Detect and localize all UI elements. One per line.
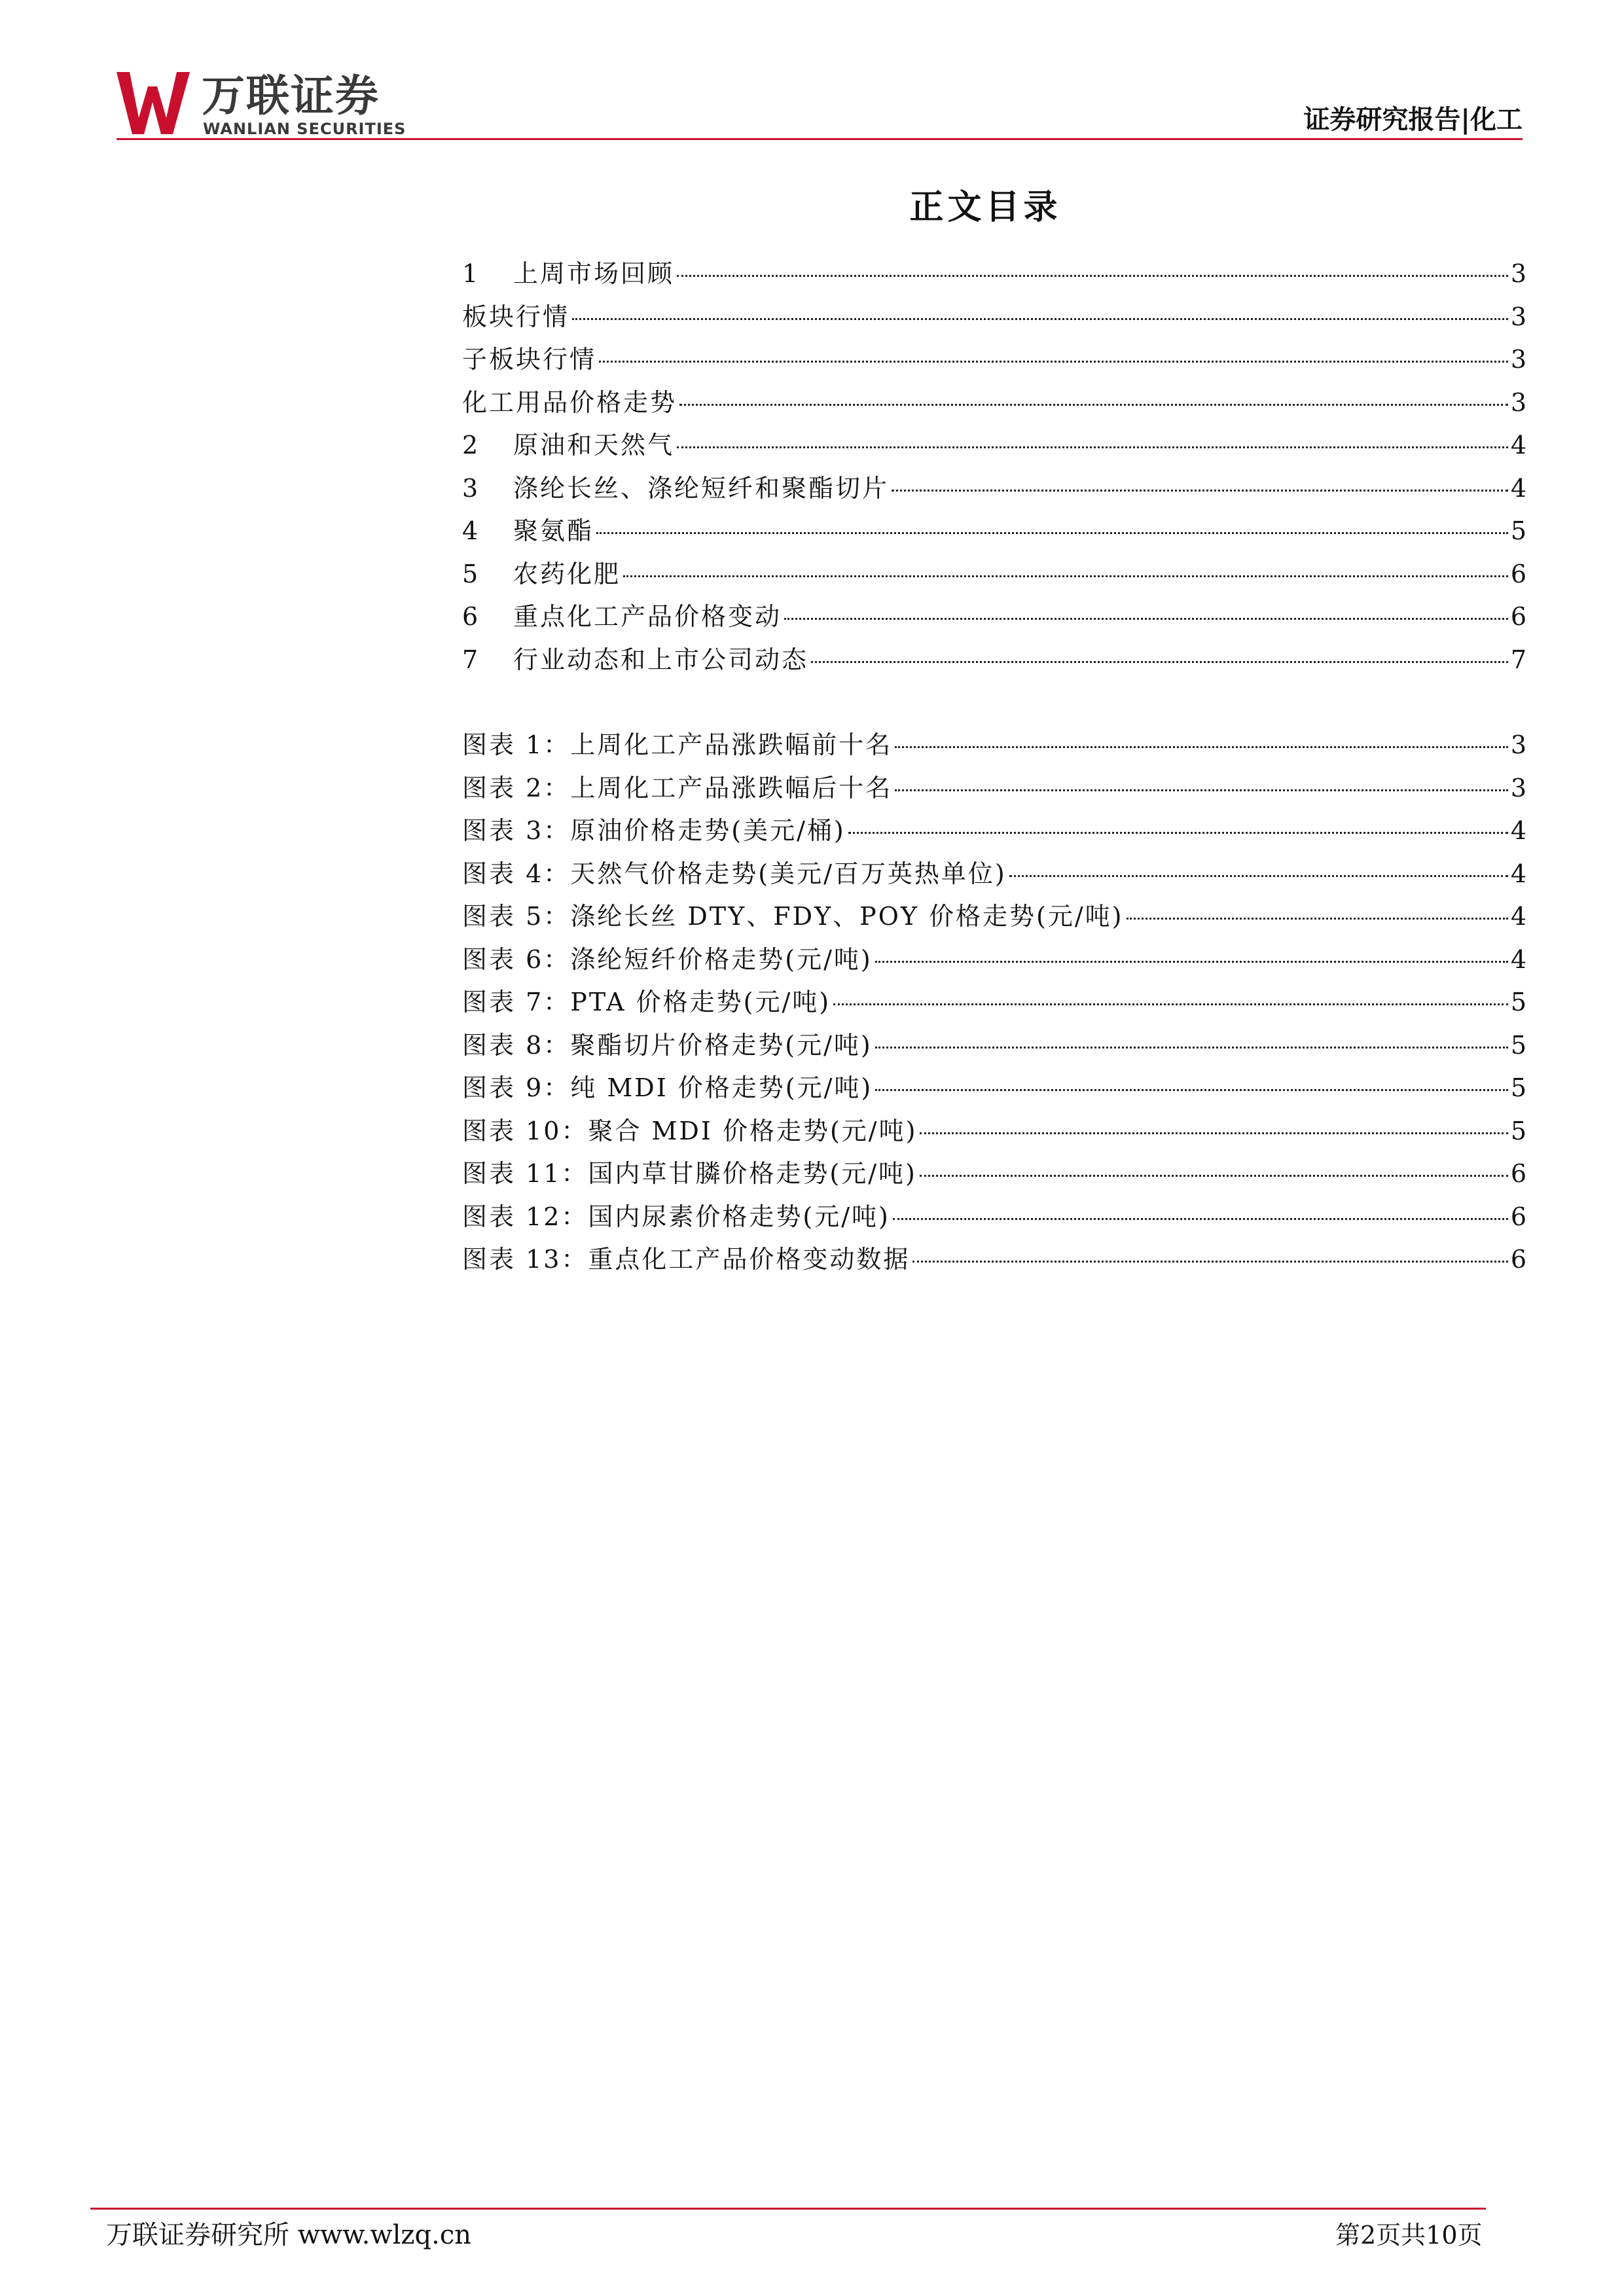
dot-leader: [599, 361, 1508, 363]
toc-entry-page: 4: [1510, 902, 1526, 931]
toc-entry-label: 重点化工产品价格变动: [513, 602, 782, 631]
toc-figure-entry[interactable]: [462, 810, 1526, 853]
toc-entry-page: 6: [1510, 1202, 1526, 1231]
toc-entry-label: 图表 4：天然气价格走势(美元/百万英热单位): [462, 859, 1007, 888]
dot-leader: [811, 661, 1508, 663]
dot-leader: [848, 832, 1508, 834]
toc-entry-page: 7: [1510, 645, 1526, 674]
toc-entry-page: 3: [1510, 302, 1526, 331]
logo-english-name: WANLIAN SECURITIES: [203, 120, 406, 138]
dot-leader: [833, 1003, 1508, 1005]
toc-entry-label: 图表 13：重点化工产品价格变动数据: [462, 1245, 911, 1274]
toc-figure-entry[interactable]: [462, 853, 1526, 896]
toc-entry-number: 7: [462, 645, 478, 674]
toc-figure-entry[interactable]: [462, 1024, 1526, 1067]
toc-figure-entry[interactable]: [462, 939, 1526, 982]
toc-entry-page: 5: [1510, 1030, 1526, 1060]
toc-section-entry[interactable]: [462, 382, 1526, 425]
dot-leader: [893, 1218, 1508, 1220]
toc-entry-page: 4: [1510, 431, 1526, 459]
toc-section-entry[interactable]: [462, 639, 1526, 682]
toc-figure-entry[interactable]: [462, 1067, 1526, 1110]
toc-entry-page: 4: [1510, 859, 1526, 888]
toc-figure-entry[interactable]: [462, 1153, 1526, 1196]
toc-entry-number: 2: [462, 431, 478, 459]
toc-entry-label: 图表 12：国内尿素价格走势(元/吨): [462, 1202, 890, 1231]
toc-entry-page: 4: [1510, 816, 1526, 845]
toc-entry-page: 3: [1510, 345, 1526, 374]
toc-entry-number: 6: [462, 602, 478, 631]
toc-entry-label: 行业动态和上市公司动态: [513, 645, 809, 674]
footer-source: 万联证券研究所 www.wlzq.cn: [106, 2220, 471, 2250]
toc-title: 正文目录: [909, 187, 1062, 227]
figure-list: [462, 724, 1526, 1282]
section-list: [462, 253, 1526, 681]
toc-entry-label: 图表 8：聚酯切片价格走势(元/吨): [462, 1030, 873, 1060]
toc-figure-entry[interactable]: [462, 767, 1526, 810]
footer-divider: [90, 2208, 1486, 2210]
dot-leader: [875, 1047, 1508, 1049]
toc-entry-label: 图表 5：涤纶长丝 DTY、FDY、POY 价格走势(元/吨): [462, 902, 1124, 931]
toc-entry-label: 聚氨酯: [513, 516, 594, 545]
dot-leader: [912, 1261, 1507, 1263]
toc-entry-label: 图表 10：聚合 MDI 价格走势(元/吨): [462, 1116, 918, 1145]
logo-chinese-name: 万联证券: [202, 71, 380, 121]
dot-leader: [623, 575, 1508, 577]
toc-entry-page: 3: [1510, 730, 1526, 759]
toc-entry-label: 图表 1：上周化工产品涨跌幅前十名: [462, 730, 893, 759]
dot-leader: [784, 618, 1508, 620]
toc-entry-page: 5: [1510, 516, 1526, 545]
dot-leader: [920, 1132, 1507, 1134]
dot-leader: [895, 789, 1508, 791]
toc-figure-entry[interactable]: [462, 724, 1526, 767]
page-number: 第2页共10页: [1335, 2221, 1483, 2250]
toc-section-entry[interactable]: [462, 296, 1526, 339]
toc-entry-label: 板块行情: [462, 302, 570, 331]
toc-entry-label: 子板块行情: [462, 345, 597, 374]
toc-entry-label: 图表 6：涤纶短纤价格走势(元/吨): [462, 944, 873, 974]
table-of-contents: [462, 253, 1526, 1282]
toc-section-entry[interactable]: [462, 467, 1526, 511]
toc-section-entry[interactable]: [462, 510, 1526, 553]
toc-entry-label: 图表 9：纯 MDI 价格走势(元/吨): [462, 1073, 873, 1102]
toc-entry-number: 4: [462, 516, 478, 545]
toc-entry-page: 3: [1510, 259, 1526, 288]
company-logo: [117, 72, 431, 141]
toc-entry-page: 6: [1510, 602, 1526, 631]
toc-figure-entry[interactable]: [462, 895, 1526, 939]
toc-entry-label: 化工用品价格走势: [462, 387, 677, 417]
toc-entry-label: 图表 2：上周化工产品涨跌幅后十名: [462, 773, 893, 802]
toc-entry-label: 图表 3：原油价格走势(美元/桶): [462, 816, 846, 845]
toc-entry-page: 6: [1510, 559, 1526, 588]
toc-figure-entry[interactable]: [462, 981, 1526, 1024]
toc-figure-entry[interactable]: [462, 1196, 1526, 1239]
dot-leader: [677, 446, 1508, 448]
toc-entry-page: 5: [1510, 988, 1526, 1016]
toc-entry-page: 4: [1510, 473, 1526, 503]
toc-entry-page: 4: [1510, 944, 1526, 974]
dot-leader: [892, 490, 1508, 492]
toc-section-entry[interactable]: [462, 424, 1526, 467]
toc-entry-page: 3: [1510, 387, 1526, 417]
dot-leader: [895, 746, 1508, 748]
dot-leader: [1127, 918, 1508, 920]
dot-leader: [875, 961, 1508, 963]
toc-entry-page: 3: [1510, 773, 1526, 802]
toc-section-entry[interactable]: [462, 253, 1526, 296]
header-divider: [117, 138, 1523, 140]
toc-entry-label: 农药化肥: [513, 559, 621, 588]
toc-entry-number: 5: [462, 559, 478, 588]
dot-leader: [679, 404, 1508, 406]
toc-figure-entry[interactable]: [462, 1110, 1526, 1153]
dot-leader: [572, 318, 1508, 320]
dot-leader: [596, 532, 1508, 534]
toc-section-entry[interactable]: [462, 338, 1526, 382]
toc-entry-label: 图表 11：国内草甘膦价格走势(元/吨): [462, 1159, 917, 1188]
dot-leader: [677, 275, 1508, 277]
toc-entry-number: 3: [462, 473, 478, 503]
toc-section-entry[interactable]: [462, 553, 1526, 596]
report-category: 证券研究报告|化工: [1303, 104, 1523, 135]
toc-entry-page: 6: [1510, 1159, 1526, 1188]
dot-leader: [875, 1089, 1508, 1091]
dot-leader: [920, 1175, 1508, 1177]
toc-entry-label: 上周市场回顾: [513, 259, 675, 288]
toc-figure-entry[interactable]: [462, 1238, 1526, 1282]
toc-entry-page: 5: [1510, 1116, 1526, 1145]
toc-entry-page: 6: [1510, 1245, 1526, 1274]
toc-section-entry[interactable]: [462, 596, 1526, 639]
toc-entry-number: 1: [462, 259, 478, 288]
dot-leader: [1009, 875, 1508, 877]
page-header: [117, 72, 1523, 141]
toc-entry-label: 原油和天然气: [513, 431, 675, 459]
toc-entry-label: 图表 7：PTA 价格走势(元/吨): [462, 988, 831, 1016]
toc-entry-page: 5: [1510, 1073, 1526, 1102]
toc-entry-label: 涤纶长丝、涤纶短纤和聚酯切片: [513, 473, 890, 503]
wanlian-logo-mark: [117, 72, 190, 134]
